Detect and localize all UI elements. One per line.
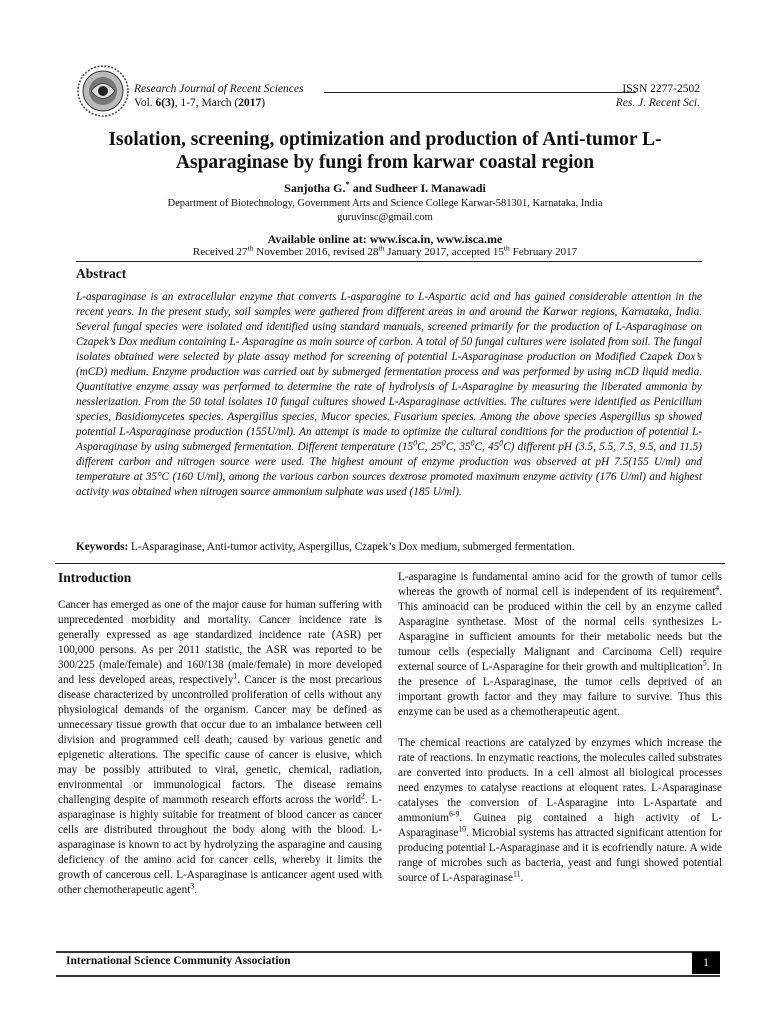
email: guruvinsc@gmail.com bbox=[337, 212, 433, 223]
abstract-text: L-asparaginase is an extracellular enzyme that converts L-asparagine to L-Aspartic acid and has gained considerable attention in the recent years. In the present study, soil samples were gathered from different areas in and around the Karwar regions, Karnataka, India. Several fungal species were isolated and identified using standard manuals, screened primarily for the production of L-Asparaginase on Czapek’s Dox medium containing L- Asparagine as main source of carbon. A total of 50 fungal cultures were isolated from soil. The fungal isolates obtained were selected by plate assay method for screening of potential L-Asparaginase production on Modified Czapek Dox’s (mCD) medium. Enzyme production was carried out by submerged fermentation process and was performed by using mCD liquid media. Quantitative enzyme assay was performed to determine the rate of hydrolysis of L-Asparagine by measuring the liberated ammonia by nesslerization. From the 50 total isolates 10 fungal cultures showed L-Asparaginase activities. The cultures were identified as Penicillum species, Basidiomycetes species. Aspergillus species, Mucor species. Fusarium species. Among the above species Aspergillus sp showed potential L-Asparaginase production (155U/ml). An attempt is made to optimize the cultural conditions for the production of potential L-Asparaginase by using submerged fermentation. Different temperature ($15^0C$, $25^0C$, $35^0C$, $45^0C$) different pH (3.5, 5.5, 7.5, 9.5, and 11.5) different carbon and nitrogen source were used. The highest amount of enzyme production was observed at pH 7.5(155 U/ml) and temperature at 35°C (160 U/ml), among the various carbon sources dextrose promoted maximum enzyme activity (176 U/ml) and highest activity was obtained when nitrogen source ammonium sulphate was used (185 U/ml). bbox=[76, 291, 702, 498]
introduction-heading: Introduction bbox=[58, 570, 132, 585]
right-column bbox=[398, 570, 722, 902]
journal-logo bbox=[76, 64, 130, 118]
journal-header bbox=[134, 82, 303, 110]
journal-name: Research Journal of Recent Sciences bbox=[134, 83, 304, 95]
left-column bbox=[58, 570, 382, 914]
intro-paragraph-2: L-asparagine is fundamental amino acid for the growth of tumor cells whereas the growth of normal cell is independent of its requirement$^4$. This aminoacid can be produced within the cell by an enzyme called Asparagine synthetase. Most of the normal cells synthesizes L-Asparagine in sufficient amounts for their metabolic needs but the tumour cells (especially Malignant and Carcinoma Cell) require external source of L-Asparagine for their growth and multiplication$^5$. In the presence of L-Asparaginase, the tumor cells deprived of an important growth factor and they may failure to survive. Thus this enzyme can be used as a chemotherapeutic agent. bbox=[398, 571, 722, 718]
intro-paragraph-1: Cancer has emerged as one of the major cause for human suffering with unprecedented morbidity and mortality. Cancer incidence rate is generally expressed as age standardized incidence rate (ASR) per 100,000 persons. As per 2011 statistic, the ASR was reported to be 300/225 (male/female) and 160/138 (male/female) in more developed and less developed areas, respectively$^1$. Cancer is the most precarious disease characterized by uncontrolled proliferation of cells without any physiological demands of the organism. Cancer may be defined as unnecessary tissue growth that occur due to an imbalance between cell division and programmed cell death; caused by various genetic and epigenetic alterations. The specific cause of cancer is elusive, which may be possibly attributed to viral, genetic, chemical, radiation, environmental or immunological factors. The disease remains challenging despite of mammoth research efforts across the world$^2$. L-asparaginase is highly suitable for treatment of blood cancer as cancer cells are distributed throughout the body along with the blood. L-asparaginase is known to act by hydrolyzing the asparagine and causing deficiency of the amino acid for cancer cells, whereby it limits the growth of cancerous cell. L-Asparaginase is anticancer agent used with other chemotherapeutic agent$^3$. bbox=[58, 599, 383, 896]
paper-title: Isolation, screening, optimization and production of Anti-tumor L-Asparaginase by fungi from karwar coastal region bbox=[108, 129, 662, 173]
header-rule bbox=[324, 92, 636, 93]
keywords: Keywords: L-Asparaginase, Anti-tumor activity, Aspergillus, Czapek’s Dox medium, submerged fermentation. bbox=[76, 541, 575, 553]
affiliation: Department of Biotechnology, Government Arts and Science College Karwar-581301, Karnataka, India guruvinsc@gmail.com bbox=[80, 197, 690, 225]
issn: ISSN 2277-2502 bbox=[622, 83, 700, 95]
received-dates: Received 27th November 2016, revised 28th January 2017, accepted 15th February 2017 bbox=[192, 243, 578, 258]
footer-organization: International Science Community Association bbox=[66, 955, 291, 967]
available-online: Available online at: www.isca.in, www.isca.me bbox=[267, 232, 503, 246]
authors: Sanjotha G.* and Sudheer I. Manawadi bbox=[284, 180, 486, 195]
journal-meta bbox=[600, 82, 700, 110]
abstract-heading: Abstract bbox=[76, 266, 127, 281]
journal-abbreviation: Res. J. Recent Sci. bbox=[615, 97, 700, 109]
section-rule bbox=[55, 563, 725, 564]
volume-line: Vol. 6(3), 1-7, March (2017) bbox=[134, 97, 266, 109]
intro-paragraph-3: The chemical reactions are catalyzed by enzymes which increase the rate of reactions. In enzymatic reactions, the molecules called substrates are converted into products. In a cell almost all biological processes need enzymes to catalyse reactions at eloquent rates. L-Asparaginase catalyses the conversion of L-Asparagine into L-Aspartate and ammonium$^{6-9}$. Guinea pig contained a high activity of L-Asparaginase$^{10}$. Microbial systems has attracted significant attention for producing potential L-Asparaginase and it is ecofriendly nature. A wide range of microbes such as bacteria, yeast and fungi showed potential source of L-Asparaginase$^{11}$. bbox=[398, 737, 722, 884]
page-number: 1 bbox=[692, 952, 720, 974]
abstract-rule bbox=[76, 261, 702, 262]
